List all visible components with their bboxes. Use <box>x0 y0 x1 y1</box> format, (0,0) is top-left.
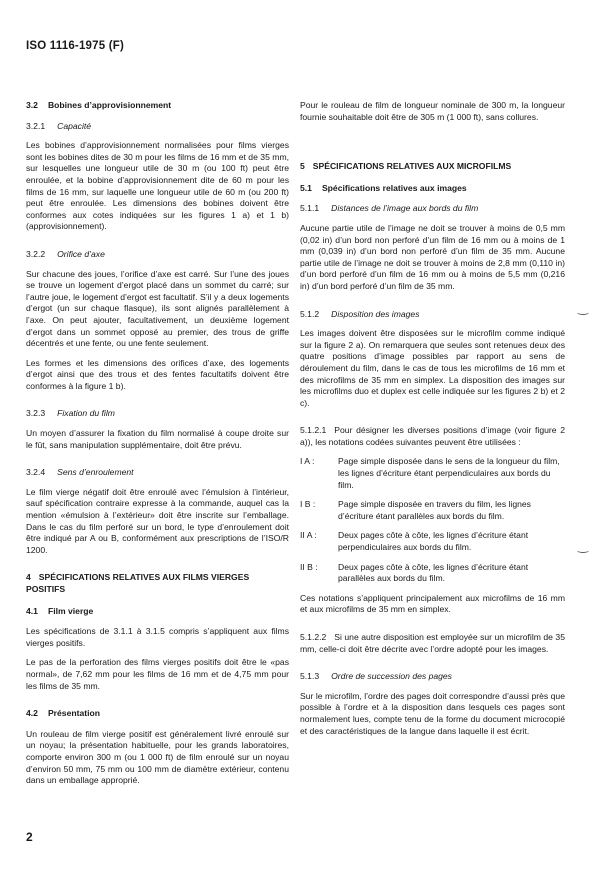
paragraph: Pour le rouleau de film de longueur nominale de 300 m, la longueur fournie souhaitable doit être de 305 m (1 000 ft), sans collures. <box>300 100 565 122</box>
code-label <box>300 562 338 574</box>
subsection-heading <box>300 671 565 683</box>
code-label <box>300 499 338 511</box>
section-number: 5 <box>300 161 305 172</box>
section-title: Film vierge <box>47 605 94 616</box>
paragraph: Le film vierge négatif doit être enroulé avec l’émulsion à l’intérieur, sauf spécification contraire expresse à la commande, auquel cas la mention «émulsion à l’extérieur» doit être inscrite sur l’emballage. Dans le cas du film perforé sur un bord, le type d’enroulement doit être indiqué par A ou B, conformément aux prescriptions de l’ISO/R 1200. <box>26 486 289 555</box>
paragraph: Les formes et les dimensions des orifices d’axe, des logements d’ergot ainsi que des trous et des fentes facultatifs doivent être conformes à la figure 1 b). <box>26 357 289 391</box>
paragraph: Le pas de la perforation des films vierges positifs doit être le «pas normal», de 7,62 mm pour les films de 16 mm et de 4,75 mm pour les films de 35 mm. <box>26 657 289 691</box>
code-text: Page simple disposée en travers du film, les lignes d’écriture étant parallèles aux bords du film. <box>338 499 531 521</box>
subsection-heading <box>26 249 289 261</box>
section-number: 4 <box>26 572 31 583</box>
code-separator: : <box>314 530 317 541</box>
section-number: 5.1.1 <box>300 203 320 214</box>
paragraph: Sur le microfilm, l’ordre des pages doit correspondre d’aussi près que possible à l’ordre et à la disposition dans lesquels ces pages sont normalement lues, compte tenu de la forme du document microcopié et des caractéristiques de la langue dans laquelle il est écrit. <box>300 690 565 736</box>
code: I A <box>300 456 310 467</box>
paragraph: Un moyen d’assurer la fixation du film normalisé à coupe droite sur le fût, sans manipulation supplémentaire, doit être prévu. <box>26 428 289 450</box>
paragraph <box>300 425 565 448</box>
paragraph: Un rouleau de film vierge positif est généralement livré enroulé sur un noyau; la présentation habituelle, pour les grands laboratoires, comporte environ 300 m (ou 1 000 ft) de film enroulé sur un noyau d’environ 50 mm, 75 mm ou 100 mm de diamètre extérieur, contenu dans un emballage approprié. <box>26 728 289 786</box>
section-number: 5.1.3 <box>300 671 320 682</box>
paragraph: Sur chacune des joues, l’orifice d’axe est carré. Sur l’une des joues se trouve un logement d’ergot placé dans un sommet du carré; sur l’autre joue, le logement d’ergot est facultatif. S’il y a deux logements d’ergot (un sur chaque flasque), ils sont alignés parallèlement à l’axe. On peut ajouter, facultativement, un deuxième logement d’ergot dans un sommet opposé au premier, des trous de griffe décentrés et une fente, ou une fente seulement. <box>26 268 289 349</box>
section-title: SPÉCIFICATIONS RELATIVES AUX MICROFILMS <box>312 161 512 172</box>
clause-number: 5.1.2.1 <box>300 425 327 436</box>
section-title: Sens d’enroulement <box>57 467 134 478</box>
code-separator: : <box>315 561 318 572</box>
code-separator: : <box>311 456 315 467</box>
section-title: Capacité <box>57 120 92 131</box>
section-number: 3.2 <box>26 100 38 110</box>
section-title: Orifice d’axe <box>57 248 105 259</box>
code-item <box>300 530 565 553</box>
section-number: 3.2.4 <box>26 467 46 478</box>
paragraph: Les spécifications de 3.1.1 à 3.1.5 compris s’appliquent aux films vierges positifs. <box>26 626 289 648</box>
section-heading <box>26 606 289 618</box>
chapter-heading <box>300 161 565 173</box>
code-item <box>300 499 565 522</box>
section-number: 5.1.2 <box>300 308 320 319</box>
code: I B <box>300 499 311 510</box>
section-number: 5.1 <box>300 182 312 193</box>
section-title: Distances de l’image aux bords du film <box>331 203 479 214</box>
section-title: Spécifications relatives aux images <box>321 182 467 193</box>
code: II A <box>300 530 312 541</box>
code-text: Page simple disposée dans le sens de la longueur du film, les lignes d’écriture étant perpendiculaires aux bords du film. <box>338 456 560 490</box>
section-title: Ordre de succession des pages <box>331 671 452 682</box>
code-separator: : <box>312 499 316 510</box>
subsection-heading <box>26 408 289 420</box>
subsection-heading <box>300 203 565 215</box>
code-list <box>300 456 565 584</box>
paragraph-text: Si une autre disposition est employée sur un microfilm de 35 mm, celle-ci doit être décrite avec l’ordre adopté pour les images. <box>300 632 565 654</box>
code: II B <box>300 561 313 572</box>
subsection-heading <box>300 309 565 321</box>
section-heading <box>300 183 565 195</box>
subsection-heading <box>26 467 289 479</box>
code-text: Deux pages côte à côte, les lignes d’écriture étant perpendiculaires aux bords du film. <box>338 530 529 553</box>
right-column <box>300 100 565 745</box>
paragraph: Aucune partie utile de l’image ne doit se trouver à moins de 0,5 mm (0,02 in) d’un bord non perforé d’un film de 16 mm ou à moins de 1 mm (0,039 in) d’un bord non perforé d’un film de 35 mm. Aucune partie utile de l’image ne doit se trouver à moins de 2,8 mm (0,110 in) d’un bord perforé d’un film de 16 mm ou à moins de 5,5 mm (0,216 in) d’un bord perforé d’un film de 35 mm. <box>300 222 565 291</box>
clause-number: 5.1.2.2 <box>300 632 327 642</box>
section-title: Bobines d’approvisionnement <box>47 100 172 110</box>
document-header: ISO 1116-1975 (F) <box>26 40 125 52</box>
section-title: SPÉCIFICATIONS RELATIVES AUX FILMS VIERGES POSITIFS <box>26 572 250 594</box>
code-item <box>300 562 565 585</box>
subsection-heading <box>26 121 289 133</box>
paragraph: Les images doivent être disposées sur le microfilm comme indiqué sur la figure 2 a). On remarquera que seules sont retenues deux des quatre positions d’image possibles par rapport au sens de déroulement du film, dans le cas de tous les microfilms de 16 mm et des microfilms de 35 mm en simplex. La disposition des images sur les microfilms duo et duplex est celle indiquée sur les figures 2 b) et 2 c). <box>300 328 565 408</box>
section-number: 4.2 <box>26 708 38 719</box>
margin-mark <box>577 548 589 553</box>
chapter-heading <box>26 572 289 595</box>
code-label <box>300 530 338 542</box>
margin-mark <box>577 310 589 315</box>
section-number: 4.1 <box>26 605 38 616</box>
section-heading <box>26 100 289 112</box>
paragraph-text: Pour désigner les diverses positions d’image (voir figure 2 a)), les notations codées suivantes peuvent être utilisées : <box>300 425 565 447</box>
section-title: Fixation du film <box>57 408 115 419</box>
paragraph <box>300 632 565 655</box>
section-title: Disposition des images <box>331 308 420 319</box>
section-heading <box>26 708 289 720</box>
paragraph: Ces notations s’appliquent principalement aux microfilms de 16 mm et aux microfilms de 35 mm en simplex. <box>300 592 565 615</box>
code-text: Deux pages côte à côte, les lignes d’écriture étant parallèles aux bords du film. <box>338 561 529 584</box>
code-item <box>300 456 565 491</box>
code-label <box>300 456 338 468</box>
section-number: 3.2.1 <box>26 120 46 131</box>
section-title: Présentation <box>47 708 101 719</box>
section-number: 3.2.3 <box>26 408 46 419</box>
paragraph: Les bobines d’approvisionnement normalisées pour films vierges sont les bobines dites de 30 m pour les films de 16 mm et de 35 mm, sur lesquelles une longueur utile de 30 m (ou 100 ft) peut être enroulée, et la bobine d’approvisionnement dite de 60 m pour les films de 16 mm, sur laquelle une longueur utile de 60 m (ou 200 ft) peut être enroulée. Les dimensions des bobines doivent être conformes aux cotes indiquées sur les figures 1 a) et 1 b) (approvisionnement). <box>26 140 289 232</box>
left-column <box>26 100 289 795</box>
page-number: 2 <box>26 830 33 844</box>
section-number: 3.2.2 <box>26 248 46 259</box>
